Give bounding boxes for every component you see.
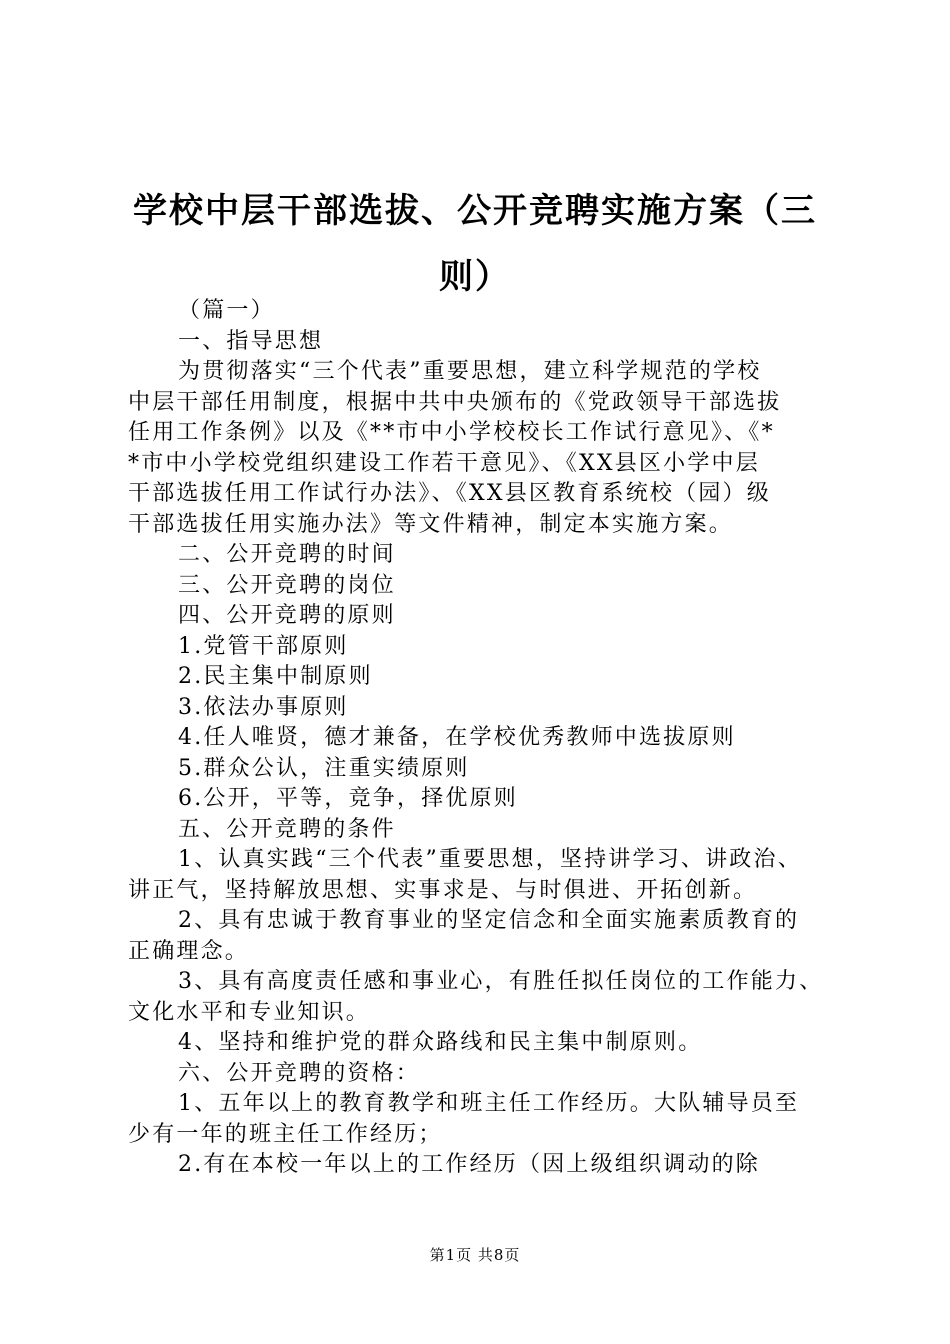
paragraph-line: 1.党管干部原则 <box>178 633 349 659</box>
document-body <box>128 296 828 1181</box>
paragraph-line: 2、具有忠诚于教育事业的坚定信念和全面实施素质教育的 <box>178 908 800 933</box>
paragraph-line: 讲正气，坚持解放思想、实事求是、与时俱进、开拓创新。 <box>128 877 758 903</box>
paragraph-line: 干部选拔任用实施办法》等文件精神，制定本实施方案。 <box>128 511 734 537</box>
paragraph-line: （篇一） <box>178 298 275 323</box>
paragraph-line: *市中小学校党组织建设工作若干意见》、《XX县区小学中层 <box>128 450 760 476</box>
paragraph-line: 4、坚持和维护党的群众路线和民主集中制原则。 <box>178 1030 703 1055</box>
paragraph-line: 3、具有高度责任感和事业心，有胜任拟任岗位的工作能力、 <box>178 969 824 994</box>
paragraph-line: 五、公开竞聘的条件 <box>178 816 396 842</box>
paragraph-line: 5.群众公认，注重实绩原则 <box>178 755 470 781</box>
paragraph-line: 六、公开竞聘的资格： <box>178 1060 421 1086</box>
paragraph-line: 为贯彻落实“三个代表”重要思想，建立科学规范的学校 <box>178 359 762 384</box>
paragraph-line: 2.民主集中制原则 <box>178 664 373 689</box>
paragraph-line: 6.公开，平等，竞争，择优原则 <box>178 786 518 811</box>
paragraph-line: 三、公开竞聘的岗位 <box>178 572 396 598</box>
paragraph-line: 中层干部任用制度，根据中共中央颁布的《党政领导干部选拔 <box>128 389 782 415</box>
paragraph-line: 少有一年的班主任工作经历； <box>128 1121 443 1147</box>
paragraph-line: 正确理念。 <box>128 938 250 964</box>
paragraph-line: 4.任人唯贤，德才兼备，在学校优秀教师中选拔原则 <box>178 725 736 750</box>
paragraph-line: 文化水平和专业知识。 <box>128 999 371 1025</box>
document-title: 学校中层干部选拔、公开竞聘实施方案（三则） <box>133 191 817 297</box>
paragraph-line: 1、认真实践“三个代表”重要思想，坚持讲学习、讲政治、 <box>178 847 802 872</box>
paragraph-line: 3.依法办事原则 <box>178 694 349 720</box>
paragraph-line: 一、指导思想 <box>178 328 324 354</box>
paragraph-line: 1、五年以上的教育教学和班主任工作经历。大队辅导员至 <box>178 1091 800 1116</box>
paragraph-line: 2.有在本校一年以上的工作经历（因上级组织调动的除 <box>178 1152 760 1177</box>
paragraph-line: 任用工作条例》以及《**市中小学校校长工作试行意见》、《* <box>128 420 775 445</box>
paragraph-line: 四、公开竞聘的原则 <box>178 603 396 628</box>
paragraph-line: 二、公开竞聘的时间 <box>178 542 396 567</box>
page-footer: 第1页 共8页 <box>429 1246 521 1264</box>
paragraph-line: 干部选拔任用工作试行办法》、《XX县区教育系统校（园）级 <box>128 481 771 506</box>
